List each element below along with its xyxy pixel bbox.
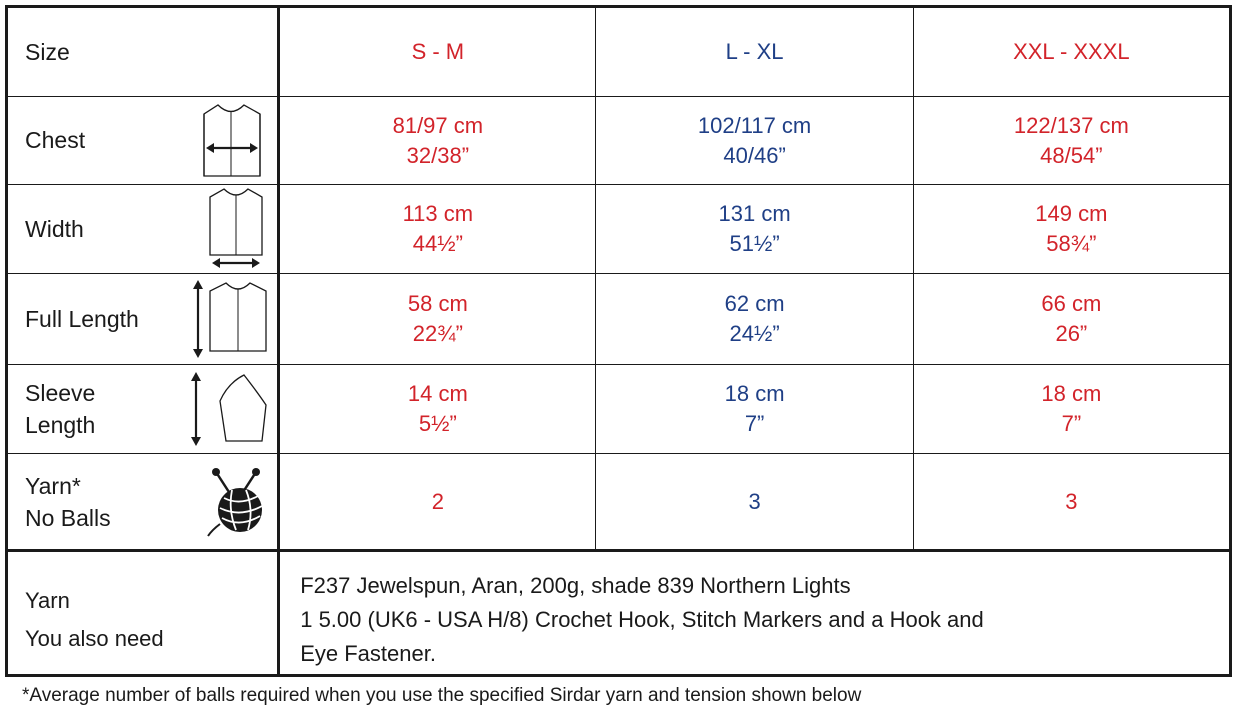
yarn-info-row — [7, 551, 1231, 676]
chest-s-m-cm: 81/97 cm — [392, 112, 484, 138]
chest-xxl-cm: 122/137 cm — [1013, 112, 1129, 138]
sleeve-s-m-in: 5½” — [418, 411, 457, 436]
chest-xxl-in: 48/54” — [1040, 142, 1103, 168]
length-l-xl-cm: 62 cm — [724, 291, 785, 316]
balls-l-xl: 3 — [596, 454, 913, 551]
balls-xxl: 3 — [913, 454, 1230, 551]
full-length-measurement-icon — [188, 277, 272, 361]
chest-l-xl-in: 40/46” — [723, 142, 786, 168]
sleeve-length-label — [8, 377, 95, 441]
sleeve-length-measurement-icon — [186, 371, 272, 447]
also-need-line2: Eye Fastener. — [300, 641, 436, 666]
width-measurement-icon — [204, 187, 268, 271]
yarn-balls-label — [8, 470, 111, 534]
chest-s-m-in: 32/38” — [406, 142, 470, 168]
chest-row — [7, 97, 1231, 185]
width-label: Width — [25, 216, 84, 242]
sleeve-xxl-in: 7” — [1061, 411, 1082, 436]
full-length-label: Full Length — [25, 306, 139, 332]
full-length-row — [7, 274, 1231, 365]
yarn-label: Yarn — [25, 588, 70, 613]
size-l-xl-header: L - XL — [596, 7, 913, 97]
sleeve-xxl-cm: 18 cm — [1041, 381, 1102, 406]
width-xxl-in: 58¾” — [1046, 231, 1097, 256]
chest-label: Chest — [25, 127, 86, 153]
length-s-m-in: 22¾” — [412, 321, 463, 346]
yarn-text: F237 Jewelspun, Aran, 200g, shade 839 Northern Lights — [300, 573, 851, 598]
length-xxl-in: 26” — [1055, 321, 1088, 346]
header-row — [7, 7, 1231, 97]
also-need-line1: 1 5.00 (UK6 - USA H/8) Crochet Hook, Stitch Markers and a Hook and — [300, 607, 984, 632]
footnote: *Average number of balls required when you use the specified Sirdar yarn and tension shown below — [22, 685, 862, 706]
chest-measurement-icon — [196, 102, 266, 180]
chest-l-xl-cm: 102/117 cm — [697, 112, 812, 138]
sleeve-s-m-cm: 14 cm — [407, 381, 468, 406]
you-also-need-label: You also need — [25, 626, 164, 651]
length-xxl-cm: 66 cm — [1041, 291, 1102, 316]
width-l-xl-in: 51½” — [729, 231, 780, 256]
size-s-m-header: S - M — [279, 7, 596, 97]
yarn-balls-row — [7, 454, 1231, 551]
yarn-label-line2: No Balls — [25, 505, 111, 531]
sleeve-l-xl-cm: 18 cm — [724, 381, 785, 406]
length-l-xl-in: 24½” — [729, 321, 780, 346]
width-s-m-in: 44½” — [412, 231, 463, 256]
sleeve-length-row — [7, 365, 1231, 454]
size-header-label: Size — [25, 39, 70, 65]
length-s-m-cm: 58 cm — [407, 291, 468, 316]
width-l-xl-cm: 131 cm — [718, 201, 791, 226]
width-xxl-cm: 149 cm — [1035, 201, 1108, 226]
sleeve-label-line2: Length — [25, 412, 96, 438]
sleeve-label-line1: Sleeve — [25, 380, 96, 406]
size-chart-table — [5, 5, 1232, 677]
balls-s-m: 2 — [279, 454, 596, 551]
width-s-m-cm: 113 cm — [402, 201, 474, 226]
sleeve-l-xl-in: 7” — [744, 411, 765, 436]
yarn-ball-knitting-needles-icon — [204, 466, 270, 538]
size-xxl-xxxl-header: XXL - XXXL — [913, 7, 1230, 97]
width-row — [7, 185, 1231, 274]
yarn-label-line1: Yarn* — [25, 473, 81, 499]
